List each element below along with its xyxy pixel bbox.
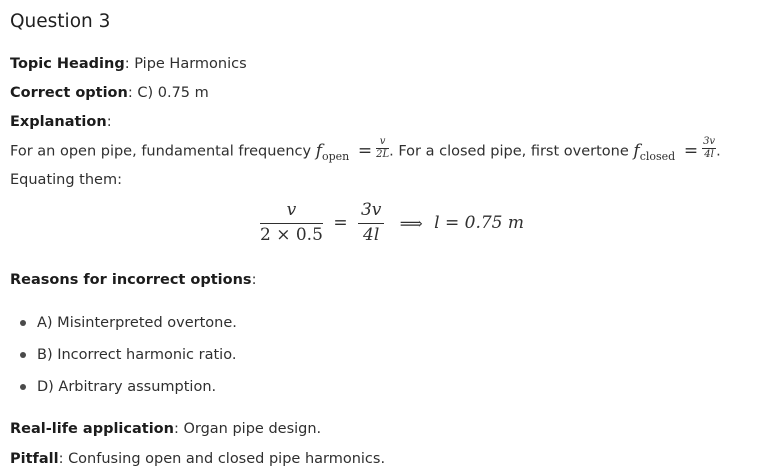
colon: : <box>58 451 64 467</box>
list-item: B) Incorrect harmonic ratio. <box>37 347 237 363</box>
topic-line <box>10 54 247 74</box>
colon: : <box>127 85 133 101</box>
closed-pipe-fraction: $\frac{3v}{4l}$ <box>703 136 716 160</box>
topic-value: Pipe Harmonics <box>134 56 247 72</box>
equation-rhs-fraction: $\frac{3v}{4l}$ <box>358 202 384 244</box>
explanation-heading <box>10 112 112 132</box>
topic-label: Topic Heading <box>10 56 125 72</box>
colon: : <box>173 421 179 437</box>
list-item: D) Arbitrary assumption. <box>37 379 217 395</box>
open-pipe-fraction: $\frac{v}{2L}$ <box>376 136 390 160</box>
application-line <box>10 419 321 439</box>
colon: : <box>106 114 112 130</box>
application-label: Real-life application <box>10 421 174 437</box>
explanation-line-2: Equating them: <box>10 172 122 188</box>
explanation-line-1 <box>10 136 721 163</box>
bullet-icon <box>20 320 26 326</box>
equals-sign: = <box>357 140 373 161</box>
bullet-icon <box>20 384 26 390</box>
bullet-icon <box>20 352 26 358</box>
correct-option-line <box>10 83 209 103</box>
colon: : <box>124 56 130 72</box>
f-open-symbol: $f_{open}$ <box>315 140 350 163</box>
equation-result: l = 0.75 m <box>434 213 525 233</box>
question-title: Question 3 <box>10 11 111 32</box>
correct-option-label: Correct option <box>10 85 128 101</box>
reasons-heading <box>10 270 256 290</box>
implies-arrow: ⟹ <box>399 213 423 233</box>
display-equation <box>260 202 524 244</box>
explanation-label: Explanation <box>10 114 107 130</box>
equals-sign: = <box>683 140 699 161</box>
pitfall-label: Pitfall <box>10 451 59 467</box>
period: . <box>716 143 721 160</box>
colon: : <box>251 272 257 288</box>
pitfall-value: Confusing open and closed pipe harmonics. <box>68 451 386 467</box>
equation-lhs-fraction: $\frac{v}{2 \times 0.5}$ <box>260 200 323 245</box>
equation-equals: = <box>333 213 348 233</box>
reasons-label: Reasons for incorrect options <box>10 272 252 288</box>
correct-option-value: C) 0.75 m <box>137 85 209 101</box>
explanation-text-a: For an open pipe, fundamental frequency <box>10 143 316 160</box>
list-item: A) Misinterpreted overtone. <box>37 315 237 331</box>
f-closed-symbol: $f_{closed}$ <box>633 140 676 163</box>
application-value: Organ pipe design. <box>183 421 322 437</box>
explanation-text-b: . For a closed pipe, first overtone <box>389 143 634 160</box>
pitfall-line <box>10 449 385 469</box>
